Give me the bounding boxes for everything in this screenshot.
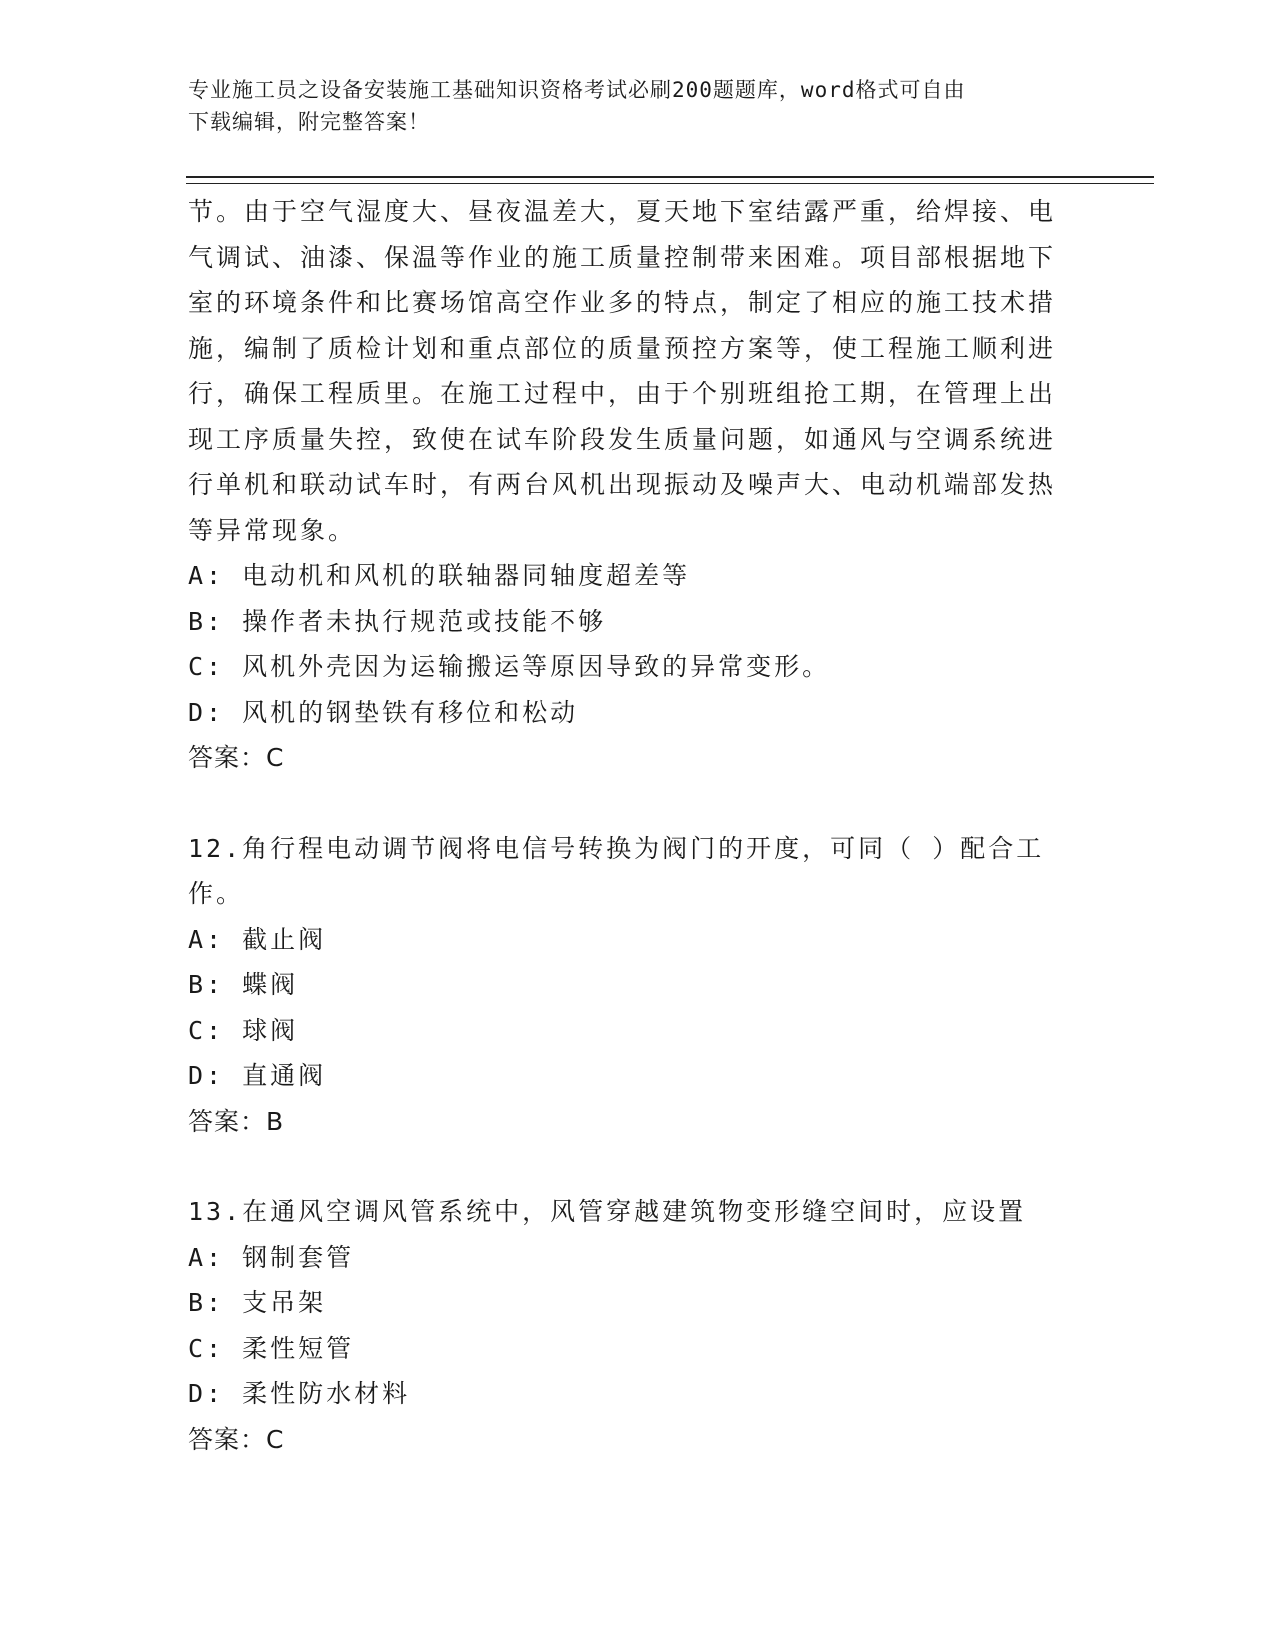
header-divider-thick <box>186 176 1154 178</box>
question-11-option-b: B: 操作者未执行规范或技能不够 <box>188 606 607 636</box>
question-13 <box>188 1189 1058 1462</box>
question-11-text: 节。由于空气湿度大、昼夜温差大，夏天地下室结露严重，给焊接、电气调试、油漆、保温等作业的施工质量控制带来困难。项目部根据地下室的环境条件和比赛场馆高空作业多的特点，制定了相应的施工技术措施，编制了质检计划和重点部位的质量预控方案等，使工程施工顺利进行，确保工程质里。在施工过程中，由于个别班组抢工期，在管理上出现工序质量失控，致使在试车阶段发生质量问题，如通风与空调系统进行单机和联动试车时，有两台风机出现振动及噪声大、电动机端部发热等异常现象。 <box>188 197 1057 545</box>
document-header <box>188 74 1088 138</box>
question-13-text: 13.在通风空调风管系统中，风管穿越建筑物变形缝空间时，应设置 <box>188 1197 1027 1226</box>
question-12-answer: 答案：B <box>188 1106 285 1136</box>
question-12-option-c: C: 球阀 <box>188 1015 299 1045</box>
question-12-option-d: D: 直通阀 <box>188 1061 327 1090</box>
header-divider-thin <box>186 183 1154 184</box>
document-body <box>188 189 1058 1462</box>
question-13-option-b: B: 支吊架 <box>188 1288 327 1317</box>
question-12-option-b: B: 蝶阀 <box>188 970 299 999</box>
spacer <box>188 781 1058 826</box>
question-11-option-a: A: 电动机和风机的联轴器同轴度超差等 <box>188 561 691 590</box>
question-13-option-a: A: 钢制套管 <box>188 1242 355 1272</box>
spacer <box>188 1144 1058 1189</box>
question-12 <box>188 826 1058 1145</box>
header-line-1: 专业施工员之设备安装施工基础知识资格考试必刷200题题库，word格式可自由 <box>188 78 966 102</box>
question-11-answer: 答案：C <box>188 743 285 772</box>
question-13-option-d: D: 柔性防水材料 <box>188 1379 411 1408</box>
question-13-option-c: C: 柔性短管 <box>188 1333 355 1363</box>
question-11-option-d: D: 风机的钢垫铁有移位和松动 <box>188 697 579 727</box>
question-13-answer: 答案：C <box>188 1424 285 1454</box>
question-11-option-c: C: 风机外壳因为运输搬运等原因导致的异常变形。 <box>188 652 831 681</box>
question-12-text: 12.角行程电动调节阀将电信号转换为阀门的开度，可同（ ）配合工作。 <box>188 833 1045 908</box>
question-11 <box>188 189 1058 781</box>
header-line-2: 下载编辑，附完整答案！ <box>188 110 430 134</box>
question-12-option-a: A: 截止阀 <box>188 924 327 954</box>
